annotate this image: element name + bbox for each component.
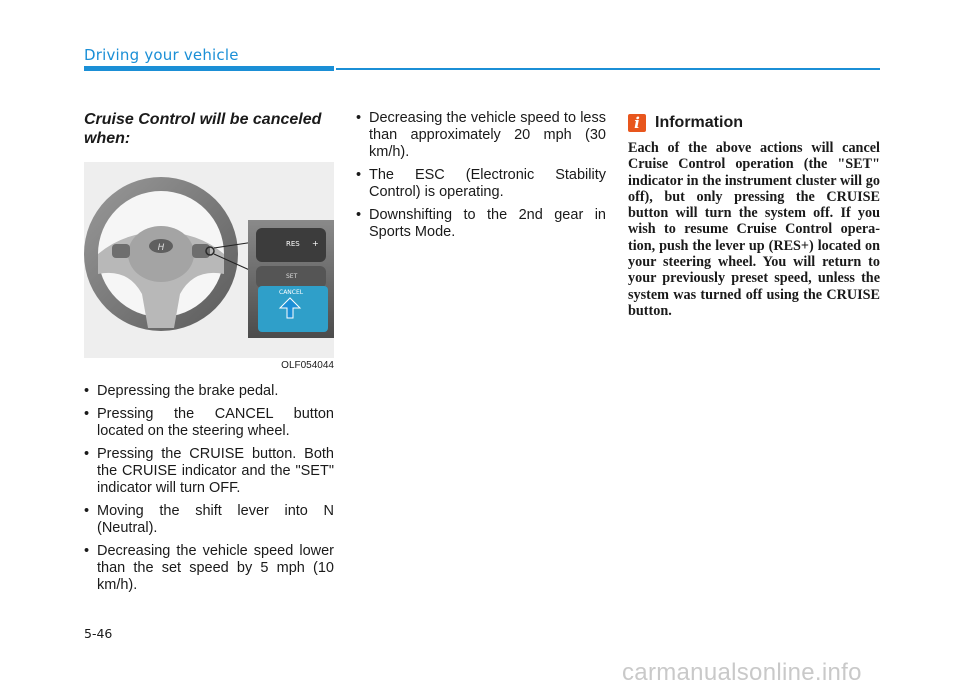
list-item: • Decreasing the vehicle speed to less than approximately 20 mph (30 km/h). (356, 110, 606, 161)
svg-text:+: + (312, 239, 319, 248)
cancel-conditions-list-1 (84, 383, 334, 594)
section-title: Driving your vehicle (84, 46, 239, 64)
figure-code: OLF054044 (281, 360, 334, 371)
steering-wheel-figure (84, 162, 334, 358)
list-item: • The ESC (Electronic Stability Control) is operating. (356, 167, 606, 201)
information-body: Each of the above actions will cancel Cruise Control operation (the "SET" indicator in the instrument cluster will go off), but only pressing the CRUISE button will turn the system off. If you wish to resume Cruise Control opera-tion, push the lever up (RES+) located on your steering wheel. You will return to your previously preset speed, unless the system was turned off using the CRUISE button. (628, 140, 880, 319)
subheading: Cruise Control will be canceled when: (84, 111, 322, 147)
cancel-label: CANCEL (279, 289, 304, 296)
left-column (84, 110, 334, 600)
information-box (628, 114, 880, 319)
list-item: • Pressing the CRUISE button. Both the CRUISE indicator and the "SET" indicator will turn OFF. (84, 446, 334, 497)
information-title: Information (655, 114, 743, 131)
list-item: • Decreasing the vehicle speed lower than the set speed by 5 mph (10 km/h). (84, 543, 334, 594)
list-item: • Depressing the brake pedal. (84, 383, 334, 400)
info-icon: i (628, 114, 646, 132)
set-label: SET (286, 273, 298, 280)
list-item: • Moving the shift lever into N (Neutral). (84, 503, 334, 537)
page-number: 5-46 (84, 626, 113, 641)
middle-column (356, 110, 606, 247)
header-rule-thin (336, 68, 880, 70)
cancel-conditions-list-2 (356, 110, 606, 241)
header-rule-thick (84, 66, 334, 71)
list-item: • Pressing the CANCEL button located on the steering wheel. (84, 406, 334, 440)
steering-wheel-illustration (84, 162, 334, 358)
list-item: • Downshifting to the 2nd gear in Sports Mode. (356, 207, 606, 241)
watermark: carmanualsonline.info (622, 659, 862, 686)
res-label: RES (286, 240, 300, 248)
svg-text:H: H (157, 243, 165, 253)
information-header (628, 114, 880, 132)
